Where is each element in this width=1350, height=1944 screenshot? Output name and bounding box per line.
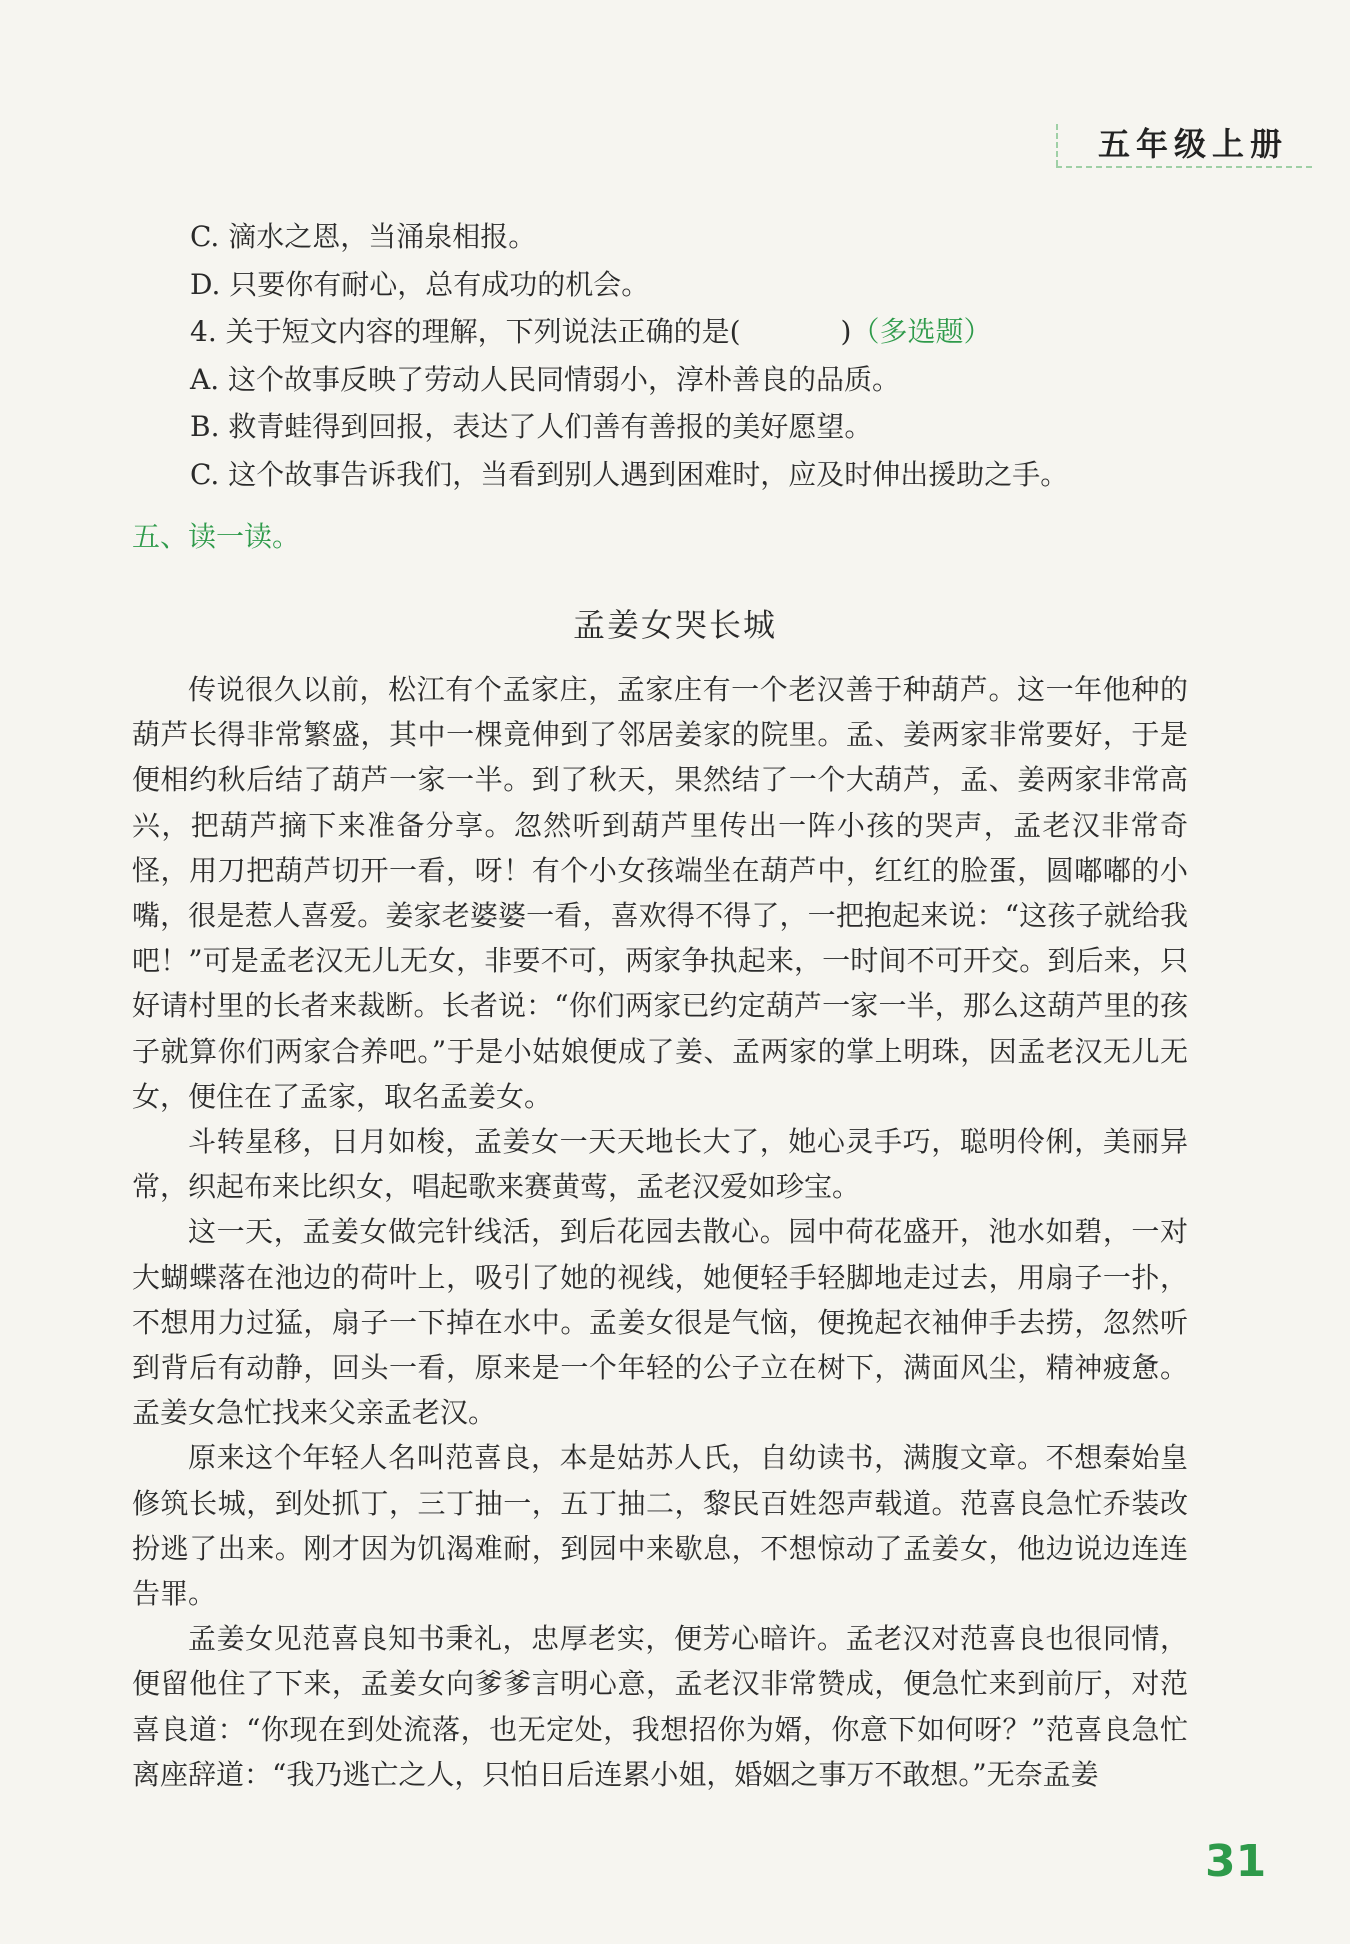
option-prefix: C. <box>190 220 220 253</box>
question-4-bracket: ) <box>840 315 852 348</box>
option-prefix: B. <box>190 410 220 443</box>
option-c <box>190 213 1250 261</box>
option-text: 救青蛙得到回报，表达了人们善有善报的美好愿望。 <box>228 410 873 443</box>
question-options-block <box>190 213 1250 498</box>
story-paragraph: 原来这个年轻人名叫范喜良，本是姑苏人氏，自幼读书，满腹文章。不想秦始皇修筑长城，到处抓丁，三丁抽一，五丁抽二，黎民百姓怨声载道。范喜良急忙乔装改扮逃了出来。刚才因为饥渴难耐，到园中来歇息，不想惊动了孟姜女，他边说边连连告罪。 <box>132 1441 1188 1611</box>
question-4 <box>190 308 1250 356</box>
story-paragraph: 传说很久以前，松江有个孟家庄，孟家庄有一个老汉善于种葫芦。这一年他种的葫芦长得非常繁盛，其中一棵竟伸到了邻居姜家的院里。孟、姜两家非常要好，于是便相约秋后结了葫芦一家一半。到了秋天，果然结了一个大葫芦，孟、姜两家非常高兴，把葫芦摘下来准备分享。忽然听到葫芦里传出一阵小孩的哭声，孟老汉非常奇怪，用刀把葫芦切开一看，呀！有个小女孩端坐在葫芦中，红红的脸蛋，圆嘟嘟的小嘴，很是惹人喜爱。姜家老婆婆一看，喜欢得不得了，一把抱起来说：“这孩子就给我吧！”可是孟老汉无儿无女，非要不可，两家争执起来，一时间不可开交。到后来，只好请村里的长者来裁断。长者说：“你们两家已约定葫芦一家一半，那么这葫芦里的孩子就算你们两家合养吧。”于是小姑娘便成了姜、孟两家的掌上明珠，因孟老汉无儿无女，便住在了孟家，取名孟姜女。 <box>132 673 1188 1113</box>
story-paragraph: 这一天，孟姜女做完针线活，到后花园去散心。园中荷花盛开，池水如碧，一对大蝴蝶落在池边的荷叶上，吸引了她的视线，她便轻手轻脚地走过去，用扇子一扑，不想用力过猛，扇子一下掉在水中。孟姜女很是气恼，便挽起衣袖伸手去捞，忽然听到背后有动静，回头一看，原来是一个年轻的公子立在树下，满面风尘，精神疲惫。孟姜女急忙找来父亲孟老汉。 <box>132 1215 1188 1430</box>
option-prefix: C. <box>190 457 220 491</box>
q4-option-c <box>190 451 1250 499</box>
option-text: 这个故事反映了劳动人民同情弱小，淳朴善良的品质。 <box>228 362 901 396</box>
story-paragraph: 孟姜女见范喜良知书秉礼，忠厚老实，便芳心暗许。孟老汉对范喜良也很同情，便留他住了下来，孟姜女向爹爹言明心意，孟老汉非常赞成，便急忙来到前厅，对范喜良道：“你现在到处流落，也无定处，我想招你为婿，你意下如何呀？”范喜良急忙离座辞道：“我乃逃亡之人，只怕日后连累小姐，婚姻之事万不敢想。”无奈孟姜 <box>132 1622 1188 1791</box>
option-text: 这个故事告诉我们，当看到别人遇到困难时，应及时伸出援助之手。 <box>228 457 1069 491</box>
grade-label-tag <box>1056 118 1312 168</box>
page-number: 31 <box>1205 1836 1267 1887</box>
story-body <box>132 667 1188 1797</box>
grade-label: 五年级上册 <box>1097 125 1288 163</box>
option-text: 只要你有耐心，总有成功的机会。 <box>229 267 650 301</box>
option-prefix: D. <box>190 267 221 301</box>
multi-select-note: （多选题） <box>851 315 992 348</box>
option-prefix: A. <box>190 362 220 396</box>
story-title: 孟姜女哭长城 <box>572 606 777 644</box>
q4-option-b <box>190 403 1250 451</box>
section-5-title: 五、读一读。 <box>132 520 301 553</box>
q4-option-a <box>190 356 1250 404</box>
option-text: 滴水之恩，当涌泉相报。 <box>228 220 537 253</box>
question-4-text: 4. 关于短文内容的理解，下列说法正确的是( <box>190 315 741 348</box>
option-d <box>190 261 1250 309</box>
story-paragraph: 斗转星移，日月如梭，孟姜女一天天地长大了，她心灵手巧，聪明伶俐，美丽异常，织起布来比织女，唱起歌来赛黄莺，孟老汉爱如珍宝。 <box>132 1125 1188 1204</box>
